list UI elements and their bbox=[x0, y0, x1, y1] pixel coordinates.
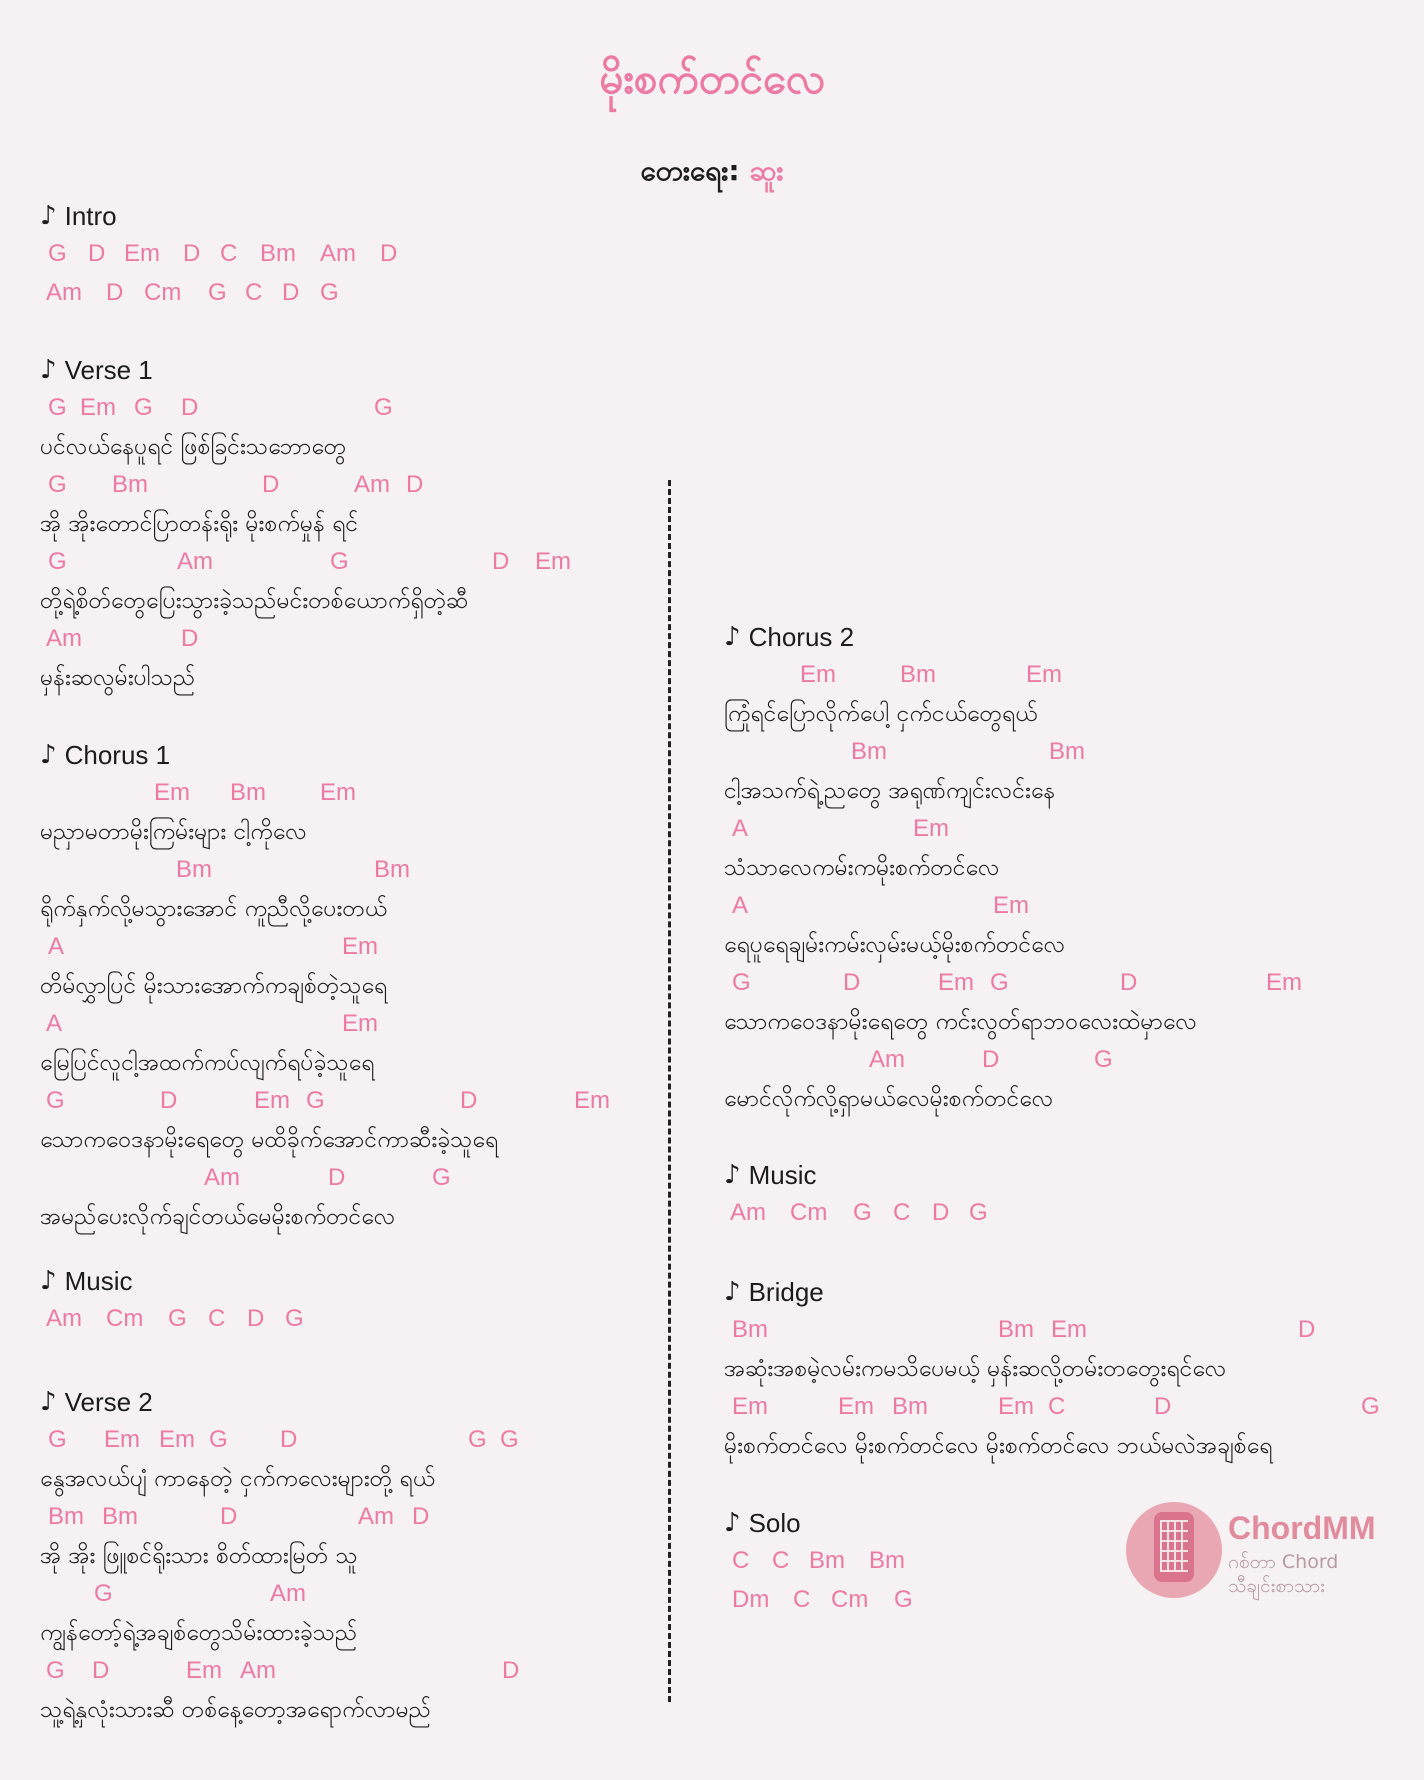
chord-label: Em bbox=[320, 779, 356, 806]
section-solo bbox=[724, 1504, 913, 1619]
music-note-icon: ♪ bbox=[40, 1266, 57, 1296]
chord-line bbox=[40, 389, 468, 428]
section-heading bbox=[40, 351, 468, 389]
chord-label: Bm bbox=[900, 661, 936, 688]
chord-line bbox=[40, 1498, 435, 1537]
chord-label: Dm bbox=[732, 1585, 770, 1613]
section-chorus1 bbox=[40, 736, 610, 1236]
chord-label: G bbox=[48, 1426, 67, 1453]
chord-line bbox=[724, 733, 1197, 772]
chord-label: G bbox=[1094, 1046, 1113, 1073]
chord-label: D bbox=[502, 1657, 520, 1684]
chord-label: G bbox=[168, 1305, 187, 1332]
chord-label: Am bbox=[320, 240, 356, 267]
chord-line bbox=[40, 543, 571, 582]
chord-label: D bbox=[843, 969, 861, 996]
lyric-line: နွေအလယ်ပျံ ကာနေတဲ့ ငှက်ကလေးများတို့ ရယ် bbox=[40, 1465, 435, 1492]
chord-label: G bbox=[894, 1585, 913, 1613]
chord-label: D bbox=[183, 240, 201, 267]
section-verse2 bbox=[40, 1383, 520, 1729]
chord-label: Em bbox=[1051, 1316, 1087, 1343]
chord-label: G bbox=[46, 1657, 65, 1684]
chord-label: Em bbox=[342, 1010, 378, 1037]
section-music2 bbox=[724, 1156, 988, 1233]
chord-label: Am bbox=[240, 1657, 276, 1684]
chord-label: D bbox=[1120, 969, 1138, 996]
lyric-line: ကြုံရင်ပြောလိုက်ပေါ့ ငှက်ငယ်တွေရယ် bbox=[724, 700, 1038, 727]
section-heading-text: Intro bbox=[64, 201, 117, 231]
chord-label: G bbox=[732, 969, 751, 996]
chord-label: C bbox=[245, 278, 263, 306]
logo-subtitle-1: ဂစ်တာ Chord bbox=[1228, 1551, 1339, 1573]
chord-label: Cm bbox=[790, 1199, 828, 1226]
chord-label: G bbox=[320, 278, 339, 306]
chord-line bbox=[40, 1082, 610, 1121]
chord-line bbox=[40, 1159, 498, 1198]
chord-label: G bbox=[969, 1199, 988, 1226]
chord-line bbox=[724, 1041, 1197, 1080]
chord-label: G bbox=[46, 1087, 65, 1114]
chord-label: Bm bbox=[998, 1316, 1034, 1343]
chord-label: Bm bbox=[809, 1547, 845, 1574]
chord-line bbox=[40, 1005, 498, 1044]
section-heading bbox=[40, 197, 117, 235]
chord-label: D bbox=[247, 1305, 265, 1332]
chord-line bbox=[724, 1581, 913, 1620]
chord-label: D bbox=[220, 1503, 238, 1530]
section-heading-text: Chorus 1 bbox=[64, 740, 171, 770]
chord-line bbox=[40, 1421, 519, 1460]
section-heading-text: Verse 2 bbox=[64, 1387, 153, 1417]
author-name: ဆူး bbox=[749, 154, 784, 187]
author-label: တေးရေး: bbox=[640, 154, 740, 187]
section-heading bbox=[40, 1383, 435, 1421]
chord-label: D bbox=[406, 471, 424, 498]
chord-label: Bm bbox=[869, 1547, 905, 1574]
chord-label: Am bbox=[869, 1046, 905, 1073]
section-chorus2 bbox=[724, 618, 1302, 1118]
chord-line bbox=[724, 1388, 1380, 1427]
chord-label: G bbox=[853, 1199, 872, 1226]
chord-label: G bbox=[48, 471, 67, 498]
author-line bbox=[0, 152, 1424, 194]
chord-label: D bbox=[1298, 1316, 1316, 1343]
chord-label: Em bbox=[838, 1393, 874, 1420]
section-verse1 bbox=[40, 351, 571, 697]
chord-label: C bbox=[1048, 1393, 1066, 1420]
chordmm-logo bbox=[1126, 1502, 1386, 1602]
chord-line bbox=[40, 466, 468, 505]
music-note-icon: ♪ bbox=[40, 740, 57, 770]
chord-label: Em bbox=[124, 240, 160, 267]
lyric-line: ငါ့အသက်ရဲ့ညတွေ အရုဏ်ကျင်းလင်းနေ bbox=[724, 777, 1056, 804]
lyric-line: သံသာလေကမ်းကမိုးစက်တင်လေ bbox=[724, 854, 1000, 881]
chord-label: Am bbox=[730, 1199, 766, 1226]
chord-label: Cm bbox=[831, 1585, 869, 1613]
lyric-line: ပင်လယ်နေပူရင် ဖြစ်ခြင်းသဘောတွေ bbox=[40, 433, 347, 460]
lyric-line: သူ့ရဲ့နှလုံးသားဆီ တစ်နေ့တော့အရောက်လာမည် bbox=[40, 1696, 432, 1723]
chord-label: Bm bbox=[102, 1503, 138, 1530]
chord-label: Bm bbox=[851, 738, 887, 765]
music-note-icon: ♪ bbox=[724, 1160, 741, 1190]
chord-label: Bm bbox=[112, 471, 148, 498]
chord-label: Em bbox=[254, 1087, 290, 1114]
chord-label: D bbox=[181, 625, 199, 652]
chord-label: D bbox=[181, 394, 199, 421]
chord-label: Am bbox=[354, 471, 390, 498]
chord-line bbox=[724, 1311, 1316, 1350]
chord-label: G bbox=[330, 548, 349, 575]
chord-label: G bbox=[209, 1426, 228, 1453]
chord-line bbox=[40, 774, 498, 813]
chord-label: D bbox=[380, 240, 398, 267]
chord-line bbox=[40, 620, 468, 659]
column-divider bbox=[668, 480, 671, 1702]
chord-label: Bm bbox=[176, 856, 212, 883]
chord-label: G bbox=[1361, 1393, 1380, 1420]
lyric-line: ကျွန်တော့်ရဲ့အချစ်တွေသိမ်းထားခဲ့သည် bbox=[40, 1619, 358, 1646]
chord-label: Em bbox=[186, 1657, 222, 1684]
chord-label: C bbox=[793, 1585, 811, 1613]
chord-label: A bbox=[732, 892, 749, 919]
music-note-icon: ♪ bbox=[40, 1387, 57, 1417]
chord-label: D bbox=[160, 1087, 178, 1114]
song-title: မိုးစက်တင်လေ bbox=[599, 54, 825, 103]
section-heading-text: Bridge bbox=[748, 1277, 824, 1307]
chord-label: Em bbox=[1266, 969, 1302, 996]
section-heading-text: Verse 1 bbox=[64, 355, 153, 385]
lyric-line: သောကဝေဒနာမိုးရေတွေ မထိခိုက်အောင်ကာဆီးခဲ့သူရေ bbox=[40, 1126, 499, 1153]
chord-label: G bbox=[500, 1426, 519, 1453]
section-music1 bbox=[40, 1262, 304, 1339]
lyric-line: အို အိုးတောင်ပြာတန်းရိုး မိုးစက်မှုန် ရင် bbox=[40, 510, 359, 537]
chord-label: Em bbox=[993, 892, 1029, 919]
lyric-line: ရေပူရေချမ်းကမ်းလှမ်းမယ့်မိုးစက်တင်လေ bbox=[724, 931, 1066, 958]
chord-label: D bbox=[282, 278, 300, 306]
chord-label: G bbox=[432, 1164, 451, 1191]
chord-line bbox=[40, 928, 498, 967]
lyric-line: ရိုက်နှက်လို့မသွားအောင် ကူညီလို့ပေးတယ် bbox=[40, 895, 388, 922]
chord-label: Am bbox=[46, 1305, 82, 1332]
chord-label: Cm bbox=[106, 1305, 144, 1332]
chord-label: D bbox=[932, 1199, 950, 1226]
lyric-line: အဆုံးအစမဲ့လမ်းကမသိပေမယ့် မှန်းဆလို့တမ်းတတွေးရင်လေ bbox=[724, 1355, 1227, 1382]
chord-label: D bbox=[460, 1087, 478, 1114]
section-heading bbox=[40, 1262, 133, 1300]
chord-label: Em bbox=[154, 779, 190, 806]
chord-label: Em bbox=[104, 1426, 140, 1453]
lyric-line: မညှာမတာမိုးကြမ်းများ ငါ့ကိုလေ bbox=[40, 818, 307, 845]
chord-line bbox=[724, 1194, 988, 1233]
music-note-icon: ♪ bbox=[724, 622, 741, 652]
section-heading-text: Solo bbox=[748, 1508, 801, 1538]
lyric-line: အမည်ပေးလိုက်ချင်တယ်မေမိုးစက်တင်လေ bbox=[40, 1203, 396, 1230]
lyric-line: တို့ရဲ့စိတ်တွေပြေးသွားခဲ့သည်မင်းတစ်ယောက်ရှိတဲ့ဆီ bbox=[40, 587, 469, 614]
chord-line bbox=[724, 656, 1197, 695]
section-intro bbox=[40, 197, 398, 312]
chord-label: Em bbox=[535, 548, 571, 575]
section-heading bbox=[724, 618, 1197, 656]
chord-label: G bbox=[48, 394, 67, 421]
chord-label: D bbox=[1154, 1393, 1172, 1420]
section-heading bbox=[724, 1156, 817, 1194]
chord-label: Am bbox=[358, 1503, 394, 1530]
chord-label: G bbox=[48, 548, 67, 575]
music-note-icon: ♪ bbox=[724, 1277, 741, 1307]
chord-label: D bbox=[106, 278, 124, 306]
chord-label: Em bbox=[732, 1393, 768, 1420]
chord-label: G bbox=[94, 1580, 113, 1607]
chord-line bbox=[724, 810, 1197, 849]
lyric-line: မောင်လိုက်လို့ရှာမယ်လေမိုးစက်တင်လေ bbox=[724, 1085, 1054, 1112]
logo-name: ChordMM bbox=[1228, 1510, 1376, 1546]
chord-label: Bm bbox=[892, 1393, 928, 1420]
chord-label: D bbox=[92, 1657, 110, 1684]
chord-label: Cm bbox=[144, 278, 182, 306]
chord-label: Em bbox=[938, 969, 974, 996]
chord-line bbox=[40, 851, 498, 890]
chord-label: Bm bbox=[48, 1503, 84, 1530]
chord-label: Em bbox=[159, 1426, 195, 1453]
chord-label: C bbox=[732, 1547, 750, 1574]
chord-line bbox=[724, 887, 1197, 926]
section-heading-text: Music bbox=[64, 1266, 133, 1296]
lyric-line: မြေပြင်လူငါ့အထက်ကပ်လျက်ရပ်ခဲ့သူရေ bbox=[40, 1049, 375, 1076]
chord-label: C bbox=[772, 1547, 790, 1574]
chord-label: D bbox=[328, 1164, 346, 1191]
chord-line bbox=[724, 964, 1302, 1003]
chord-label: Em bbox=[574, 1087, 610, 1114]
chord-label: Am bbox=[46, 625, 82, 652]
chord-label: D bbox=[88, 240, 106, 267]
chord-label: A bbox=[46, 1010, 63, 1037]
chord-label: D bbox=[492, 548, 510, 575]
section-heading-text: Music bbox=[748, 1160, 817, 1190]
chord-label: C bbox=[220, 240, 238, 267]
chord-label: G bbox=[208, 278, 227, 306]
chord-label: C bbox=[208, 1305, 226, 1332]
chord-label: Em bbox=[998, 1393, 1034, 1420]
lyric-line: သောကဝေဒနာမိုးရေတွေ ကင်းလွတ်ရာဘဝလေးထဲမှာလေ bbox=[724, 1008, 1197, 1035]
chord-label: Bm bbox=[230, 779, 266, 806]
lyric-line: တိမ်လွှာပြင် မိုးသားအောက်ကချစ်တဲ့သူရေ bbox=[40, 972, 388, 999]
chord-label: G bbox=[374, 394, 393, 421]
chord-label: D bbox=[262, 471, 280, 498]
chord-line bbox=[40, 1575, 435, 1614]
chord-label: Bm bbox=[260, 240, 296, 267]
music-note-icon: ♪ bbox=[40, 355, 57, 385]
chord-label: A bbox=[48, 933, 65, 960]
chord-label: Em bbox=[1026, 661, 1062, 688]
chord-label: Em bbox=[342, 933, 378, 960]
chord-line bbox=[40, 1300, 304, 1339]
chord-label: Em bbox=[913, 815, 949, 842]
chord-label: G bbox=[306, 1087, 325, 1114]
lyric-line: အို အိုး ဖြူစင်ရိုးသား စိတ်ထားမြတ် သူ bbox=[40, 1542, 358, 1569]
chord-line bbox=[40, 235, 398, 274]
section-heading bbox=[724, 1273, 1272, 1311]
chord-label: Am bbox=[177, 548, 213, 575]
section-bridge bbox=[724, 1273, 1380, 1465]
guitar-chord-chart-icon bbox=[1126, 1502, 1222, 1598]
chord-label: Bm bbox=[374, 856, 410, 883]
chord-label: Em bbox=[800, 661, 836, 688]
chord-label: G bbox=[48, 240, 67, 267]
lyric-line: မှန်းဆလွမ်းပါသည် bbox=[40, 664, 196, 691]
music-note-icon: ♪ bbox=[724, 1508, 741, 1538]
chord-label: Am bbox=[204, 1164, 240, 1191]
section-heading-text: Chorus 2 bbox=[748, 622, 855, 652]
chord-label: G bbox=[134, 394, 153, 421]
chord-label: Am bbox=[46, 278, 82, 306]
chord-label: D bbox=[982, 1046, 1000, 1073]
chord-line bbox=[40, 1652, 520, 1691]
chord-label: Bm bbox=[732, 1316, 768, 1343]
chord-label: G bbox=[285, 1305, 304, 1332]
chord-line bbox=[40, 274, 339, 313]
section-heading bbox=[40, 736, 498, 774]
chord-label: C bbox=[893, 1199, 911, 1226]
chord-label: G bbox=[468, 1426, 487, 1453]
chord-label: Bm bbox=[1049, 738, 1085, 765]
chord-line bbox=[724, 1542, 905, 1581]
chord-label: A bbox=[732, 815, 749, 842]
chord-label: Em bbox=[80, 394, 116, 421]
chord-label: G bbox=[990, 969, 1009, 996]
chord-label: Am bbox=[270, 1580, 306, 1607]
section-heading bbox=[724, 1504, 801, 1542]
chord-label: D bbox=[280, 1426, 298, 1453]
music-note-icon: ♪ bbox=[40, 201, 57, 231]
lyric-line: မိုးစက်တင်လေ မိုးစက်တင်လေ မိုးစက်တင်လေ ဘယ်မလဲအချစ်ရေ bbox=[724, 1432, 1273, 1459]
chord-label: D bbox=[412, 1503, 430, 1530]
logo-subtitle-2: သီချင်းစာသား bbox=[1228, 1575, 1325, 1597]
